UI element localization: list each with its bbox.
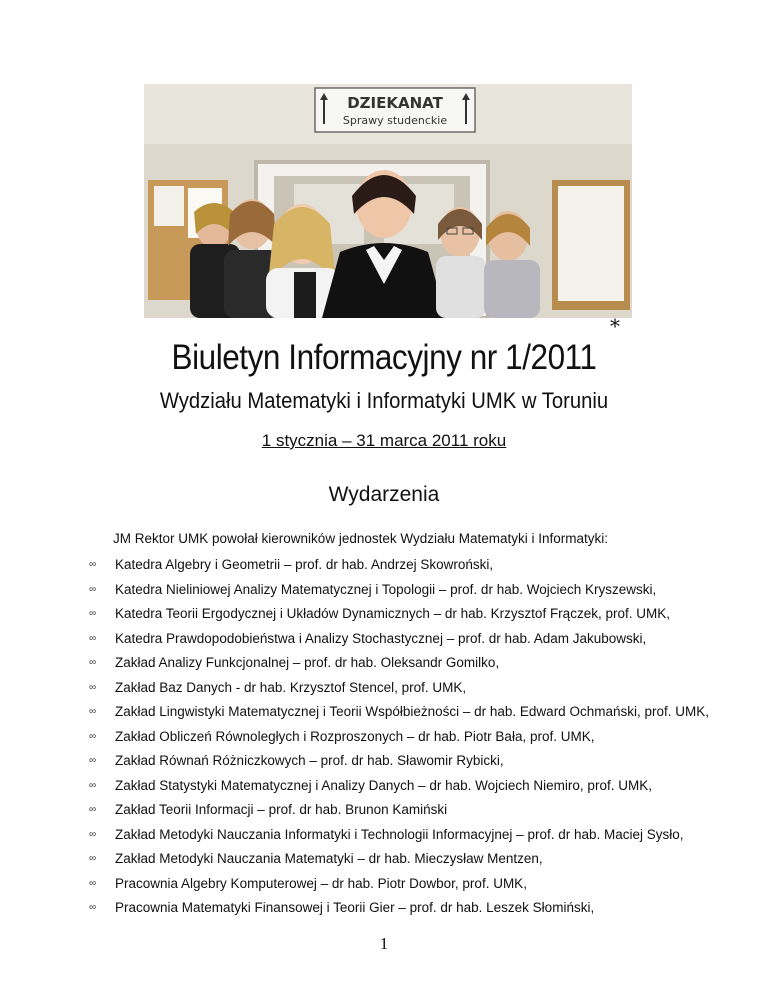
infinity-bullet-icon: ∞ — [89, 853, 97, 864]
infinity-bullet-icon: ∞ — [89, 608, 97, 619]
list-item-text: Zakład Analizy Funkcjonalnej – prof. dr hab. Oleksandr Gomilko, — [115, 655, 500, 670]
infinity-bullet-icon: ∞ — [89, 730, 97, 742]
list-item-text: Zakład Lingwistyki Matematycznej i Teorii Współbieżności – dr hab. Edward Ochmański, prof. UMK, — [115, 704, 709, 719]
infinity-bullet-icon: ∞ — [89, 902, 97, 913]
list-item-text: Zakład Statystyki Matematycznej i Analizy Danych – dr hab. Wojciech Niemiro, prof. UMK, — [115, 777, 652, 793]
infinity-bullet-icon: ∞ — [89, 706, 97, 717]
list-item-text: Katedra Teorii Ergodycznej i Układów Dynamicznych – dr hab. Krzysztof Frączek, prof. UMK, — [115, 606, 670, 621]
list-item-text: Zakład Metodyki Nauczania Matematyki – dr hab. Mieczysław Mentzen, — [115, 851, 543, 866]
dziekanat-sign — [315, 88, 475, 132]
list-item — [0, 774, 768, 799]
list-item — [0, 627, 768, 652]
list-item — [0, 823, 768, 848]
infinity-bullet-icon: ∞ — [89, 828, 97, 840]
page-subtitle: Wydziału Matematyki i Informatyki UMK w Toruniu — [159, 388, 609, 413]
list-item — [0, 798, 768, 823]
list-item-text: Zakład Metodyki Nauczania Informatyki i Technologii Informacyjnej – prof. dr hab. Maciej Sysło, — [115, 826, 684, 842]
list-item-text: Katedra Nieliniowej Analizy Matematycznej i Topologii – prof. dr hab. Wojciech Kryszewski, — [115, 581, 657, 597]
intro-paragraph: JM Rektor UMK powołał kierowników jednostek Wydziału Matematyki i Informatyki: — [113, 531, 609, 546]
list-item-text: Zakład Równań Różniczkowych – prof. dr hab. Sławomir Rybicki, — [115, 753, 504, 768]
section-heading: Wydarzenia — [328, 483, 440, 506]
date-range-text: 1 stycznia – 31 marca 2011 roku — [261, 431, 507, 450]
infinity-bullet-icon: ∞ — [89, 804, 97, 815]
list-item — [0, 847, 768, 872]
infinity-bullet-icon: ∞ — [89, 657, 97, 668]
list-item — [0, 578, 768, 603]
list-item — [0, 553, 768, 578]
list-item — [0, 651, 768, 676]
infinity-bullet-icon: ∞ — [89, 755, 97, 766]
infinity-bullet-icon: ∞ — [89, 559, 97, 570]
svg-text:DZIEKANAT: DZIEKANAT — [347, 94, 443, 112]
list-item-text: Zakład Obliczeń Równoległych i Rozproszonych – dr hab. Piotr Bała, prof. UMK, — [115, 728, 595, 744]
list-item — [0, 700, 768, 725]
units-list — [0, 553, 768, 921]
list-item — [0, 676, 768, 701]
header-photo — [144, 84, 632, 318]
date-range — [0, 431, 768, 451]
page-title: Biuletyn Informacyjny nr 1/2011 — [171, 338, 597, 377]
footnote-asterisk: * — [610, 314, 620, 338]
list-item-text: Pracownia Algebry Komputerowej – dr hab. Piotr Dowbor, prof. UMK, — [115, 875, 527, 891]
infinity-bullet-icon: ∞ — [89, 632, 97, 644]
list-item-text: Katedra Prawdopodobieństwa i Analizy Stochastycznej – prof. dr hab. Adam Jakubowski, — [115, 630, 647, 646]
infinity-bullet-icon: ∞ — [89, 583, 97, 595]
page-number: 1 — [379, 934, 389, 953]
list-item-text: Zakład Baz Danych - dr hab. Krzysztof Stencel, prof. UMK, — [115, 679, 467, 695]
infinity-bullet-icon: ∞ — [89, 779, 97, 791]
infinity-bullet-icon: ∞ — [89, 877, 97, 889]
svg-text:Sprawy studenckie: Sprawy studenckie — [342, 114, 448, 127]
list-item-text: Pracownia Matematyki Finansowej i Teorii Gier – prof. dr hab. Leszek Słomiński, — [115, 900, 595, 915]
list-item — [0, 896, 768, 921]
list-item — [0, 872, 768, 897]
list-item — [0, 749, 768, 774]
list-item-text: Katedra Algebry i Geometrii – prof. dr hab. Andrzej Skowroński, — [115, 557, 494, 572]
list-item — [0, 602, 768, 627]
infinity-bullet-icon: ∞ — [89, 681, 97, 693]
list-item — [0, 725, 768, 750]
list-item-text: Zakład Teorii Informacji – prof. dr hab. Brunon Kamiński — [115, 802, 448, 817]
